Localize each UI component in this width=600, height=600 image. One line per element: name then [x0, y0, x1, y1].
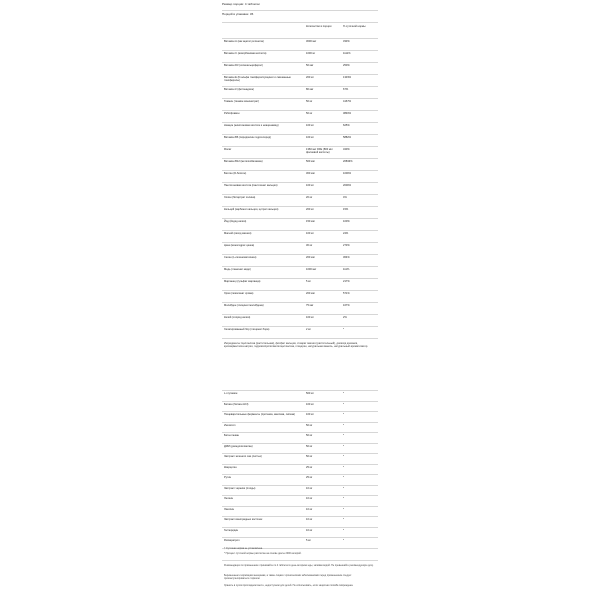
nutrient-amount: 25 мг	[306, 465, 313, 469]
row-divider	[222, 422, 378, 423]
nutrient-amount: 25 мг	[306, 476, 313, 479]
nutrient-daily-value: 3846%	[343, 112, 352, 115]
nutrient-daily-value: *	[343, 497, 345, 500]
nutrient-name: Фолат	[224, 148, 232, 151]
nutrient-name: Ресвератрол	[224, 539, 240, 542]
nutrient-daily-value: 217%	[343, 280, 350, 283]
nutrient-daily-value: 20833%	[343, 160, 353, 163]
nutrient-daily-value: 2000%	[343, 184, 352, 187]
row-divider	[222, 146, 378, 147]
nutrient-name: Пантотеновая кислота (пантотенат кальция)	[224, 184, 278, 187]
ingredients-paragraph: Ингредиенты: Целлюлоза (растительная), фосфат кальция, стеарат магния (растительный), диоксид кремния, кроскармеллоза натрия, гидроксипропилметилцеллюлоза, глицерин, натуральная ваниль, натуральный ароматизатор.	[224, 342, 369, 349]
servings-per-container: Порций в упаковке: 36	[222, 12, 254, 16]
row-divider	[222, 516, 378, 517]
divider	[222, 22, 378, 23]
nutrient-amount: 50 мкг	[306, 64, 314, 67]
row-divider	[222, 194, 378, 195]
supplement-facts-document	[222, 0, 378, 600]
column-header-daily-value: % суточной нормы	[343, 25, 366, 28]
serving-size: Размер порции: 4 таблетки	[222, 2, 260, 6]
nutrient-amount: 10 мг	[306, 497, 313, 500]
nutrient-name: Рутин	[224, 476, 232, 479]
nutrient-daily-value: 250%	[343, 64, 350, 67]
nutrient-daily-value: 15%	[343, 208, 349, 211]
row-divider	[222, 464, 378, 465]
nutrient-name: Лютеин	[224, 497, 234, 500]
note-paragraph: Хранить в сухом прохладном месте, недоступном для детей. Не использовать, если защитная пломба повреждена.	[224, 584, 354, 587]
nutrient-name: Кверцетин	[224, 465, 237, 469]
row-divider	[222, 206, 378, 207]
nutrient-daily-value: 625%	[343, 124, 350, 127]
nutrient-daily-value: *	[343, 328, 345, 331]
nutrient-name: Молибден (глицинат молибдена)	[224, 304, 264, 307]
row-divider	[222, 158, 378, 159]
nutrient-daily-value: 24%	[343, 232, 349, 235]
nutrient-name: Медь (глюконат меди)	[224, 268, 251, 271]
nutrient-name: L-глутамин	[224, 392, 238, 395]
nutrient-name: Магний (оксид магния)	[224, 232, 252, 235]
nutrient-daily-value: *	[343, 402, 345, 406]
nutrient-amount: 100 мг	[306, 413, 314, 416]
nutrient-daily-value: 364%	[343, 256, 350, 259]
row-divider	[222, 38, 378, 39]
footnote: † Суточная норма не установлена.	[224, 547, 263, 550]
nutrient-name: Витамин Е (D-альфа токоферилсукцинат и смешанные токоферолы)	[224, 76, 291, 82]
nutrient-daily-value: 273%	[343, 244, 350, 247]
nutrient-daily-value: *	[343, 465, 345, 469]
nutrient-name: Ниацин (никотиновая кислота и ниацинамид)	[224, 124, 279, 127]
nutrient-daily-value: 1333%	[343, 76, 352, 79]
nutrient-name: Витамин B12 (метилкобаламин)	[224, 160, 263, 163]
row-divider	[222, 266, 378, 267]
nutrient-daily-value: *	[343, 413, 345, 416]
row-divider	[222, 122, 378, 123]
nutrient-name: Экстракт черники (плоды)	[224, 486, 256, 490]
row-divider	[222, 62, 378, 63]
nutrient-daily-value: *	[343, 528, 345, 532]
row-divider	[222, 254, 378, 255]
nutrient-name: Инозитол	[224, 423, 236, 427]
row-divider	[222, 74, 378, 75]
row-divider	[222, 98, 378, 99]
nutrient-name: Витамин С (аскорбиновая кислота)	[224, 52, 267, 55]
nutrient-amount: 3000 мкг	[306, 40, 317, 43]
row-divider	[222, 218, 378, 219]
row-divider	[222, 390, 378, 391]
nutrient-daily-value: 67%	[343, 88, 349, 91]
nutrient-name: Марганец (сульфат марганца)	[224, 280, 261, 283]
nutrient-amount: 500 мг	[306, 392, 314, 395]
nutrient-name: Цинк (моногидрат цинка)	[224, 244, 255, 247]
nutrient-daily-value: 111%	[343, 268, 350, 271]
nutrient-name: Кальций (карбонат кальция, цитрат кальция)	[224, 208, 279, 211]
nutrient-name: Витамин К (фитонадион)	[224, 88, 255, 91]
nutrient-name: Витамин B6 (пиридоксин гидрохлорид)	[224, 136, 272, 139]
nutrient-amount: 200 мг	[306, 208, 314, 211]
nutrient-name: Ликопин	[224, 507, 235, 511]
nutrient-daily-value: *	[343, 444, 345, 448]
nutrient-name: Биотин (D-биотин)	[224, 172, 247, 175]
nutrient-amount: 300 мкг	[306, 172, 315, 175]
nutrient-daily-value: *	[343, 392, 345, 395]
nutrient-daily-value: 4167%	[343, 100, 352, 103]
row-divider	[222, 411, 378, 412]
row-divider	[222, 326, 378, 327]
nutrient-daily-value: *	[343, 476, 345, 479]
nutrient-name: Экстракт зеленого чая (листья)	[224, 455, 262, 458]
nutrient-name: Бетаин (бетаин HCl)	[224, 402, 249, 406]
row-divider	[222, 338, 378, 339]
nutrient-name: Йод (йодид калия)	[224, 220, 247, 223]
nutrient-amount: 100 мг	[306, 316, 314, 319]
nutrient-amount: 20 мг	[306, 196, 313, 199]
row-divider	[222, 527, 378, 528]
nutrient-amount: 100 мг	[306, 136, 314, 139]
nutrient-daily-value: *	[343, 539, 345, 542]
nutrient-amount: 100 мг	[306, 402, 314, 406]
row-divider	[222, 506, 378, 507]
row-divider	[222, 230, 378, 231]
nutrient-amount: 50 мг	[306, 423, 313, 427]
nutrient-daily-value: *	[343, 486, 345, 490]
nutrient-amount: 100 мг	[306, 184, 314, 187]
nutrient-name: Холин (битартрат холина)	[224, 196, 256, 199]
nutrient-amount: 50 мг	[306, 112, 313, 115]
nutrient-amount: 50 мг	[306, 455, 313, 458]
nutrient-name: Калий (хлорид калия)	[224, 316, 251, 319]
nutrient-amount: 200 мг	[306, 76, 314, 79]
nutrient-daily-value: 1111%	[343, 52, 351, 55]
footnote: * Процент суточной нормы рассчитан на основе диеты 2000 калорий.	[224, 552, 302, 555]
nutrient-amount: 10 мг	[306, 486, 313, 490]
row-divider	[222, 134, 378, 135]
nutrient-daily-value: *	[343, 455, 345, 458]
row-divider	[222, 495, 378, 496]
nutrient-name: Бета-глюкан	[224, 434, 239, 437]
nutrient-amount: 5 мг	[306, 539, 311, 542]
nutrient-daily-value: *	[343, 423, 345, 427]
nutrient-amount: 50 мг	[306, 434, 313, 437]
nutrient-amount: 10 мг	[306, 507, 313, 511]
row-divider	[222, 453, 378, 454]
row-divider	[222, 290, 378, 291]
nutrient-amount: 2 мг	[306, 328, 311, 331]
row-divider	[222, 182, 378, 183]
nutrient-amount: 80 мкг	[306, 88, 314, 91]
nutrient-amount: 1000 мкг	[306, 268, 317, 271]
column-header-amount: Количество в порции	[306, 25, 332, 28]
row-divider	[222, 432, 378, 433]
nutrient-amount: 1360 мкг DFE (800 мкг фолиевой кислоты)	[306, 148, 333, 154]
note-paragraph: Рекомендации по применению: принимайте по 4 таблетки в день во время еды, запивая водой. Не превышайте рекомендуемую дозу.	[224, 564, 374, 567]
nutrient-amount: 10 мг	[306, 518, 313, 521]
row-divider	[222, 110, 378, 111]
nutrient-amount: 50 мг	[306, 100, 313, 103]
note-paragraph: Беременным и кормящим женщинам, а также лицам с хроническими заболеваниями перед применением следует проконсультироваться с врачом.	[224, 574, 352, 580]
nutrient-amount: 50 мг	[306, 444, 313, 448]
nutrient-amount: 150 мкг	[306, 220, 315, 223]
nutrient-amount: 75 мкг	[306, 304, 314, 307]
nutrient-amount: 200 мкг	[306, 256, 315, 259]
nutrient-name: Экстракт виноградных косточек	[224, 518, 263, 521]
nutrient-daily-value: 5882%	[343, 136, 352, 139]
nutrient-daily-value: 1000%	[343, 172, 352, 175]
nutrient-amount: 10 мг	[306, 528, 313, 532]
nutrient-amount: 100 мг	[306, 124, 314, 127]
divider	[222, 10, 378, 11]
row-divider	[222, 302, 378, 303]
row-divider	[222, 170, 378, 171]
nutrient-amount: 200 мкг	[306, 292, 315, 295]
row-divider	[222, 278, 378, 279]
nutrient-daily-value: *	[343, 434, 345, 437]
nutrient-amount: 1000 мг	[306, 52, 316, 55]
row-divider	[222, 401, 378, 402]
nutrient-daily-value: 333%	[343, 40, 350, 43]
nutrient-daily-value: 4%	[343, 196, 347, 199]
nutrient-name: Тиамин (тиамин мононитрат)	[224, 100, 260, 103]
row-divider	[222, 314, 378, 315]
nutrient-daily-value: 2%	[343, 316, 347, 319]
row-divider	[222, 242, 378, 243]
nutrient-amount: 30 мг	[306, 244, 313, 247]
nutrient-daily-value: 100%	[343, 220, 350, 223]
nutrient-daily-value: 167%	[343, 304, 350, 307]
nutrient-name: Хром (пиколинат хрома)	[224, 292, 254, 295]
nutrient-name: Витамин А (как ацетат ретинола)	[224, 40, 264, 43]
row-divider	[222, 537, 378, 538]
nutrient-daily-value: 571%	[343, 292, 350, 295]
nutrient-name: Витамин D3 (холекальциферол)	[224, 64, 263, 67]
nutrient-daily-value: *	[343, 507, 345, 511]
nutrient-amount: 500 мкг	[306, 160, 315, 163]
nutrient-daily-value: 340%	[343, 148, 350, 151]
nutrient-name: Хелатированный бор (глицинат бора)	[224, 328, 270, 331]
row-divider	[222, 485, 378, 486]
divider	[222, 560, 378, 561]
nutrient-name: ДИМ (дииндолилметан)	[224, 444, 253, 448]
row-divider	[222, 474, 378, 475]
nutrient-name: Рибофлавин	[224, 112, 240, 115]
row-divider	[222, 86, 378, 87]
nutrient-name: Пищеварительные ферменты (протеаза, амилаза, липаза)	[224, 413, 295, 416]
nutrient-amount: 100 мг	[306, 232, 314, 235]
row-divider	[222, 443, 378, 444]
nutrient-amount: 5 мг	[306, 280, 311, 283]
nutrient-daily-value: *	[343, 518, 345, 521]
nutrient-name: Селен (L-селенометионин)	[224, 256, 257, 259]
row-divider	[222, 50, 378, 51]
nutrient-name: Гесперидин	[224, 528, 239, 532]
